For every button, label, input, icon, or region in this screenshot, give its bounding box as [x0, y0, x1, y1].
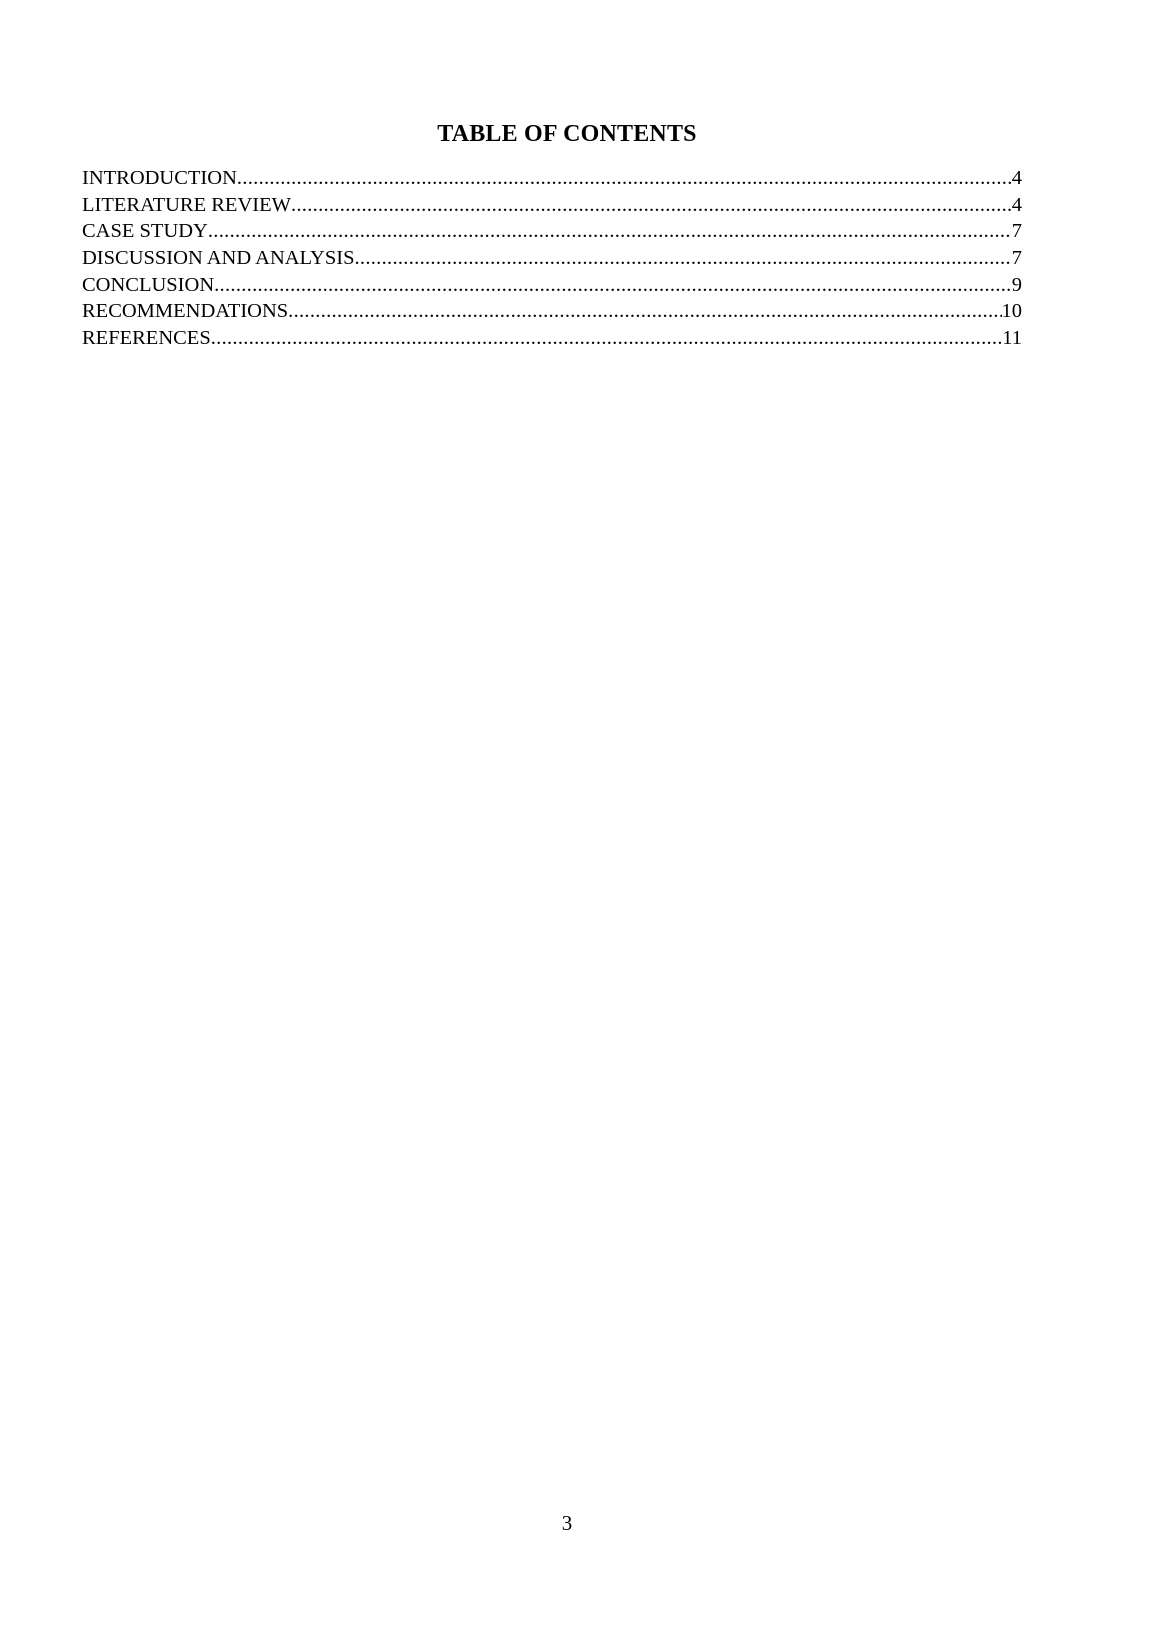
- toc-entry-page: 4: [1011, 193, 1022, 216]
- toc-dot-leader: [354, 245, 1011, 272]
- toc-dot-leader: [291, 192, 1012, 219]
- toc-entry-page: 9: [1011, 273, 1022, 296]
- toc-dot-leader: [237, 165, 1012, 192]
- page-number: 3: [561, 1511, 573, 1535]
- toc-entry-page: 7: [1011, 247, 1022, 270]
- toc-entry-label: CONCLUSION: [82, 273, 215, 296]
- toc-entry-discussion-and-analysis[interactable]: [82, 245, 1022, 272]
- toc-dot-leader: [214, 272, 1012, 299]
- toc-title: TABLE OF CONTENTS: [437, 121, 697, 147]
- toc-entry-label: INTRODUCTION: [82, 167, 237, 189]
- toc-entry-label: RECOMMENDATIONS: [82, 300, 289, 323]
- toc-entry-conclusion[interactable]: [82, 272, 1022, 299]
- toc-entry-case-study[interactable]: [82, 218, 1022, 245]
- toc-entry-label: DISCUSSION AND ANALYSIS: [82, 247, 355, 270]
- toc-dot-leader: [211, 325, 1003, 352]
- toc-dot-leader: [288, 298, 1001, 325]
- toc-entry-label: CASE STUDY: [82, 220, 208, 243]
- toc-entry-introduction[interactable]: [82, 165, 1022, 192]
- toc-entry-page: 10: [1001, 300, 1022, 323]
- toc-entry-label: REFERENCES: [82, 327, 211, 350]
- toc-entry-label: LITERATURE REVIEW: [82, 193, 291, 216]
- toc-entry-literature-review[interactable]: [82, 192, 1022, 219]
- toc-entry-page: 4: [1011, 167, 1022, 189]
- toc-entry-page: 7: [1011, 220, 1022, 243]
- toc-dot-leader: [208, 218, 1012, 245]
- toc-entry-page: 11: [1002, 327, 1022, 350]
- toc-list: [82, 165, 1022, 352]
- toc-entry-recommendations[interactable]: [82, 298, 1022, 325]
- toc-entry-references[interactable]: [82, 325, 1022, 352]
